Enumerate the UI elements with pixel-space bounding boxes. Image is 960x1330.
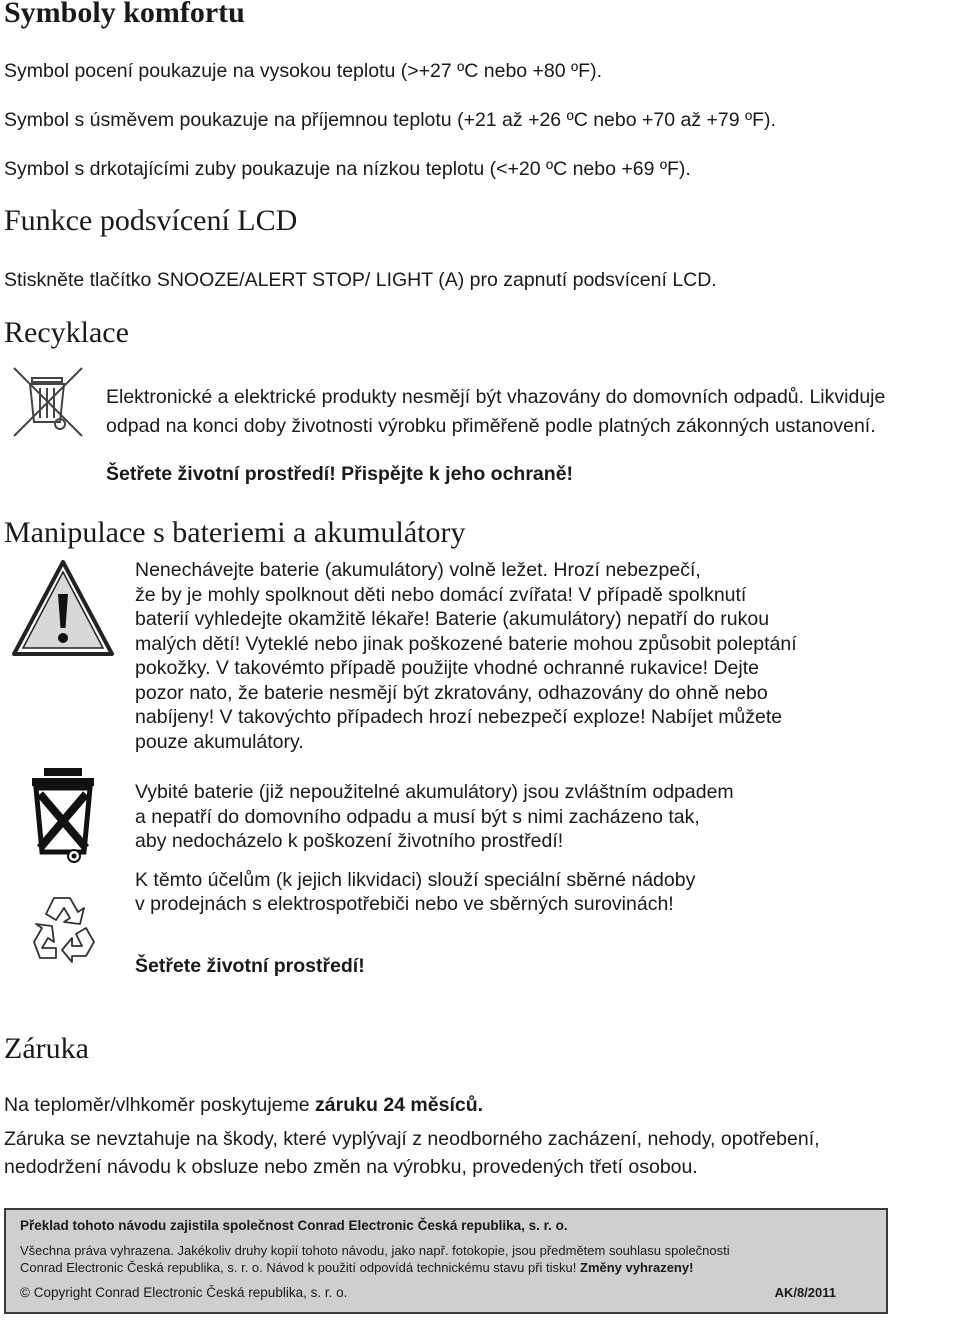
battery-warning-line: pozor nato, že baterie nesmějí být zkratovány, odhazovány do ohně nebo — [135, 682, 768, 704]
battery-collection-line: v prodejnách s elektrospotřebiči nebo ve sběrných surovinách! — [135, 893, 674, 915]
warranty-line-1-prefix: Na teploměr/vlhkoměr poskytujeme — [4, 1094, 316, 1116]
warranty-line-1 — [4, 1094, 483, 1117]
recycling-line-1: Elektronické a elektrické produkty nesmějí být vhazovány do domovních odpadů. Likviduje — [106, 386, 886, 408]
warning-triangle-icon — [10, 558, 116, 658]
battery-warning-line: pouze akumulátory. — [135, 731, 304, 753]
battery-warning-line: že by je mohly spolknout děti nebo domácí zvířata! V případě spolknutí — [135, 584, 747, 606]
footer-box — [4, 1208, 888, 1314]
section-title-warranty: Záruka — [4, 1032, 89, 1065]
recycling-arrows-icon — [26, 890, 102, 966]
crossed-bin-icon — [10, 364, 86, 440]
backlight-text: Stiskněte tlačítko SNOOZE/ALERT STOP/ LIGHT (A) pro zapnutí podsvícení LCD. — [4, 269, 717, 291]
recycling-line-2: odpad na konci doby životnosti výrobku přiměřeně podle platných zákonných ustanovení. — [106, 415, 876, 437]
battery-collection-line: K těmto účelům (k jejich likvidaci) slouží speciální sběrné nádoby — [135, 869, 696, 891]
footer-changes-reserved: Změny vyhrazeny! — [580, 1260, 694, 1275]
section-title-recycling: Recyklace — [4, 316, 129, 349]
comfort-line-teeth: Symbol s drkotajícími zuby poukazuje na nízkou teplotu (<+20 ºC nebo +69 ºF). — [4, 158, 691, 180]
recycling-slogan: Šetřete životní prostředí! Přispějte k jeho ochraně! — [106, 463, 574, 485]
section-title-backlight: Funkce podsvícení LCD — [4, 204, 298, 237]
footer-rights-line: Všechna práva vyhrazena. Jakékoliv druhy kopií tohoto návodu, jako např. fotokopie, jsou předmětem souhlasu společnosti — [20, 1243, 730, 1258]
battery-disposal-line: aby nedocházelo k poškození životního prostředí! — [135, 830, 564, 852]
crossed-battery-bin-icon — [22, 764, 104, 864]
warranty-duration: záruku 24 měsíců. — [315, 1094, 484, 1116]
comfort-line-smile: Symbol s úsměvem poukazuje na příjemnou teplotu (+21 až +26 ºC nebo +70 až +79 ºF). — [4, 109, 776, 131]
footer-translation-note: Překlad tohoto návodu zajistila společnost Conrad Electronic Česká republika, s. r. o. — [20, 1218, 568, 1233]
battery-warning-line: pokožky. V takovémto případě použijte vhodné ochranné rukavice! Dejte — [135, 657, 759, 679]
comfort-line-sweat: Symbol pocení poukazuje na vysokou teplotu (>+27 ºC nebo +80 ºF). — [4, 60, 602, 82]
footer-status-prefix: Conrad Electronic Česká republika, s. r. o. Návod k použití odpovídá technickému stavu při tisku! — [20, 1260, 580, 1275]
footer-copyright: © Copyright Conrad Electronic Česká republika, s. r. o. — [20, 1285, 348, 1300]
section-title-comfort: Symboly komfortu — [4, 0, 245, 29]
warranty-line-2: Záruka se nevztahuje na škody, které vyplývají z neodborného zacházení, nehody, opotřebení, — [4, 1128, 820, 1150]
battery-warning-line: Nenechávejte baterie (akumulátory) volně ležet. Hrozí nebezpečí, — [135, 559, 701, 581]
warranty-line-3: nedodržení návodu k obsluze nebo změn na výrobku, provedených třetí osobou. — [4, 1156, 698, 1178]
battery-warning-line: nabíjeny! V takovýchto případech hrozí nebezpečí exploze! Nabíjet můžete — [135, 706, 783, 728]
footer-status-line — [20, 1260, 693, 1275]
battery-warning-line: malých dětí! Vyteklé nebo jinak poškozené baterie mohou způsobit poleptání — [135, 633, 797, 655]
footer-document-code: AK/8/2011 — [774, 1285, 836, 1300]
battery-slogan: Šetřete životní prostředí! — [135, 955, 365, 977]
section-title-batteries: Manipulace s bateriemi a akumulátory — [4, 516, 466, 549]
battery-warning-line: baterií vyhledejte okamžitě lékaře! Baterie (akumulátory) nepatří do rukou — [135, 608, 770, 630]
battery-disposal-line: a nepatří do domovního odpadu a musí být s nimi zacházeno tak, — [135, 806, 700, 828]
battery-disposal-line: Vybité baterie (již nepoužitelné akumulátory) jsou zvláštním odpadem — [135, 781, 734, 803]
